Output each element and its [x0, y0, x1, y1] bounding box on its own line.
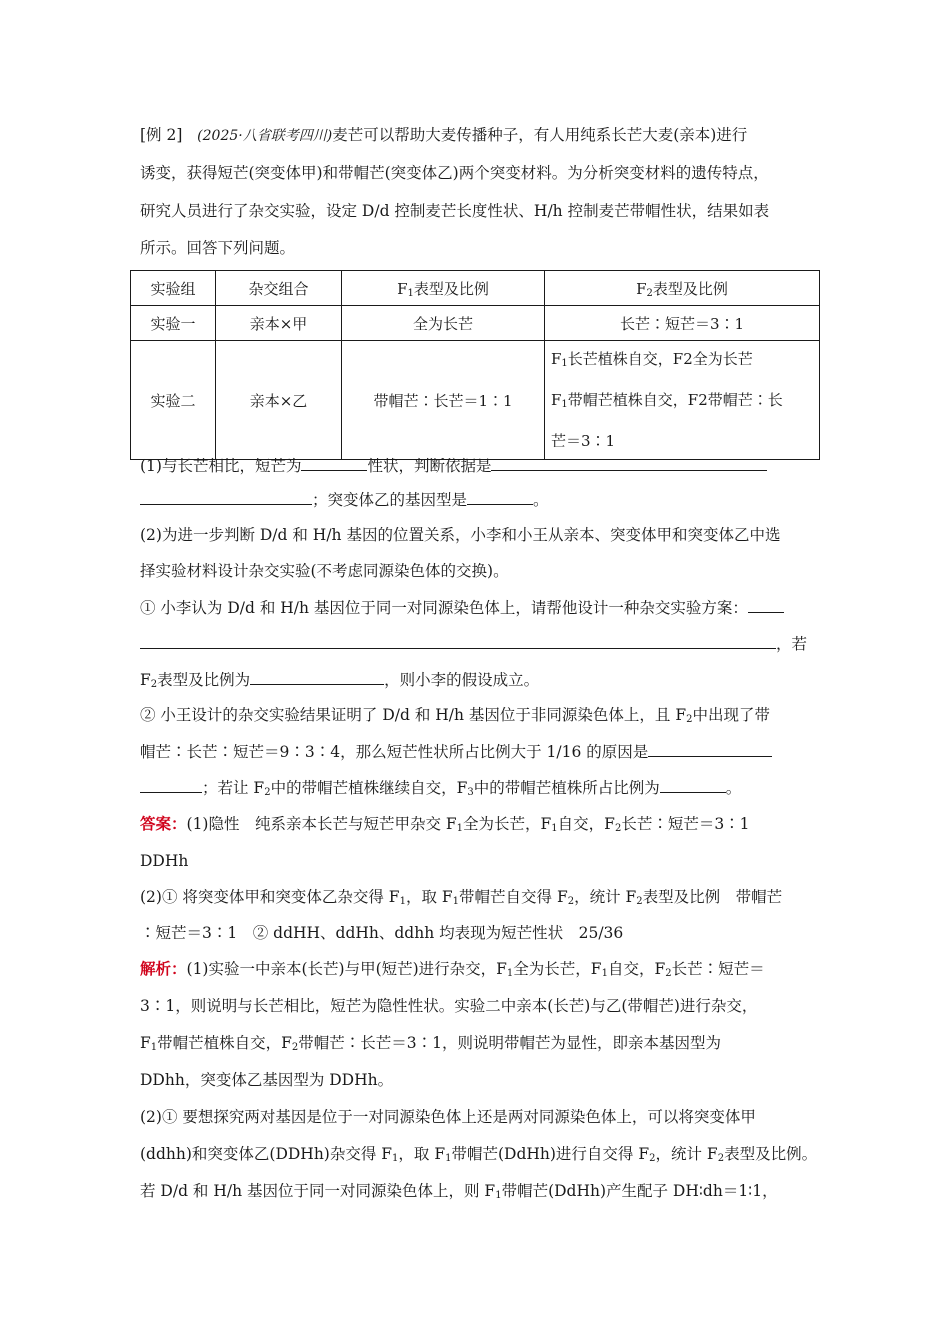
intro-line-1: [例 2] (2025·八省联考四川)麦芒可以帮助大麦传播种子，有人用纯系长芒大麦(亲本)进行: [140, 126, 748, 144]
experiment-table: [130, 270, 820, 460]
question-2-sub-1-line-3: $F_2$表型及比例为 ，则小李的假设成立。: [140, 668, 539, 696]
answer-line-3: (2)① 将突变体甲和突变体乙杂交得 $F_1$，取 $F_1$带帽芒自交得 $F_2$，统计 $F_2$表型及比例 带帽芒: [140, 888, 783, 907]
answer-line-4: ∶短芒＝3∶1 ② ddHH、ddHh、ddhh 均表现为短芒性状 25/36: [140, 924, 624, 942]
question-1-line-1: (1)与长芒相比，短芒为 性状，判断依据是: [140, 454, 767, 477]
example-tag: [例 2]: [140, 126, 183, 144]
table-cell: 实验二: [131, 341, 216, 460]
answer-blank[interactable]: [491, 454, 767, 471]
question-1-line-2: ；突变体乙的基因型是 。: [140, 488, 549, 511]
question-2-sub-1-line-2: ，若: [140, 632, 807, 655]
analysis-line-6: (ddhh)和突变体乙(DDHh)杂交得 $F_1$，取 $F_1$带帽芒(DdHh)进行自交得 $F_2$，统计 $F_2$表型及比例。: [140, 1145, 818, 1164]
table-cell: 长芒∶短芒＝3∶1: [545, 306, 820, 341]
answer-label: 答案：: [140, 814, 187, 833]
answer-line-2: DDHh: [140, 852, 189, 870]
table-row: [131, 341, 820, 460]
header-cell: $F_1$表型及比例: [342, 271, 545, 306]
analysis-line-7: 若 D/d 和 H/h 基因位于同一对同源染色体上，则 $F_1$带帽芒(DdHh)产生配子 DH∶dh＝1∶1，: [140, 1182, 778, 1201]
question-2-sub-2-line-3: ；若让 $F_2$中的带帽芒植株继续自交，$F_3$中的带帽芒植株所占比例为 。: [140, 776, 741, 804]
intro-line-3: 研究人员进行了杂交实验，设定 D/d 控制麦芒长度性状、H/h 控制麦芒带帽性状，结果如表: [140, 202, 770, 220]
answer-blank[interactable]: [301, 454, 367, 471]
answer-line-1: 答案：(1)隐性 纯系亲本长芒与短芒甲杂交 $F_1$全为长芒，$F_1$自交，$F_2$长芒∶短芒＝3∶1: [140, 814, 750, 834]
intro-line-4: 所示。回答下列问题。: [140, 239, 296, 257]
source-label: (2025·八省联考四川): [197, 128, 333, 144]
question-2-sub-2-line-2: 帽芒∶长芒∶短芒＝9∶3∶4，那么短芒性状所占比例大于 1/16 的原因是: [140, 740, 772, 763]
answer-blank[interactable]: [140, 776, 202, 793]
answer-blank[interactable]: [140, 632, 776, 649]
analysis-line-4: DDhh，突变体乙基因型为 DDHh。: [140, 1071, 394, 1089]
question-2-line-1: (2)为进一步判断 D/d 和 H/h 基因的位置关系，小李和小王从亲本、突变体甲和突变体乙中选: [140, 526, 781, 544]
table-cell: 带帽芒∶长芒＝1∶1: [342, 341, 545, 460]
analysis-line-2: 3∶1，则说明与长芒相比，短芒为隐性性状。实验二中亲本(长芒)与乙(带帽芒)进行杂交，: [140, 997, 758, 1015]
answer-blank[interactable]: [748, 596, 784, 613]
table-cell: 亲本×甲: [216, 306, 342, 341]
header-cell: $F_2$表型及比例: [545, 271, 820, 306]
table-cell: 亲本×乙: [216, 341, 342, 460]
header-cell: 实验组: [131, 271, 216, 306]
intro-line-2: 诱变，获得短芒(突变体甲)和带帽芒(突变体乙)两个突变材料。为分析突变材料的遗传特点，: [140, 164, 769, 182]
answer-blank[interactable]: [648, 740, 772, 757]
answer-blank[interactable]: [660, 776, 726, 793]
question-2-sub-1-line-1: ① 小李认为 D/d 和 H/h 基因位于同一对同源染色体上，请帮他设计一种杂交实验方案：: [140, 596, 784, 619]
answer-blank[interactable]: [140, 488, 312, 505]
table-cell-multiline: $F_1$长芒植株自交，F2全为长芒 $F_1$带帽芒植株自交，F2带帽芒∶长 芒＝3∶1: [545, 341, 820, 460]
question-2-sub-2-line-1: ② 小王设计的杂交实验结果证明了 D/d 和 H/h 基因位于非同源染色体上，且 $F_2$中出现了带: [140, 706, 771, 725]
analysis-line-3: $F_1$带帽芒植株自交，$F_2$带帽芒∶长芒＝3∶1，则说明带帽芒为显性，即亲本基因型为: [140, 1034, 722, 1053]
analysis-line-5: (2)① 要想探究两对基因是位于一对同源染色体上还是两对同源染色体上，可以将突变体甲: [140, 1108, 756, 1126]
table-cell: 实验一: [131, 306, 216, 341]
table-cell: 全为长芒: [342, 306, 545, 341]
table-header-row: [131, 271, 820, 306]
answer-blank[interactable]: [250, 668, 384, 685]
analysis-line-1: 解析：(1)实验一中亲本(长芒)与甲(短芒)进行杂交，$F_1$全为长芒，$F_1$自交，$F_2$长芒∶短芒＝: [140, 959, 765, 979]
header-cell: 杂交组合: [216, 271, 342, 306]
analysis-label: 解析：: [140, 959, 187, 978]
question-2-line-2: 择实验材料设计杂交实验(不考虑同源染色体的交换)。: [140, 562, 509, 580]
table-row: [131, 306, 820, 341]
answer-blank[interactable]: [467, 488, 533, 505]
